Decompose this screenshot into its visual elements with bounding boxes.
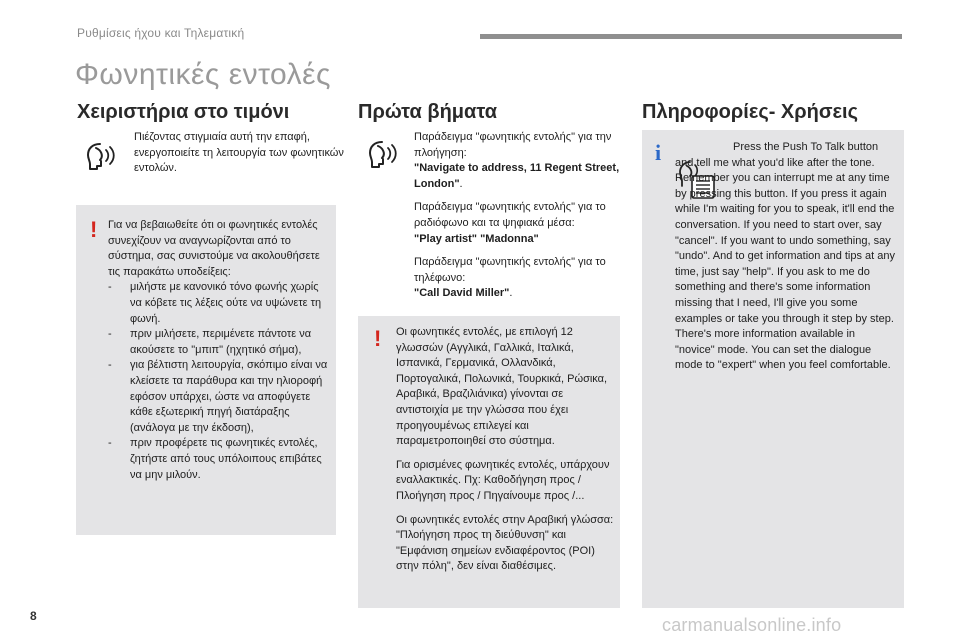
header-rule xyxy=(480,34,902,39)
languages-warning-box xyxy=(358,316,620,608)
info-usage-heading: Πληροφορίες- Χρήσεις xyxy=(642,101,858,123)
warning-bullet: - για βέλτιστη λειτουργία, σκόπιμο είναι να κλείσετε τα παράθυρα και την ηλιοροφή εφόσον υπάρχει, ώστε να αποφύγετε κάθε εξωτερική πηγή διατάραξης (ανάλογα με την έκδοση), xyxy=(108,359,328,434)
voice-command-icon xyxy=(80,138,118,176)
information-i-icon: i xyxy=(655,140,662,165)
languages-paragraph: Οι φωνητικές εντολές, με επιλογή 12 γλωσσών (Αγγλικά, Γαλλικά, Ιταλικά, Ισπανικά, Γερμανικά, Ολλανδικά, Πορτογαλικά, Πολωνικά, Τουρκικά, Ρώσικα, Αραβικά, Βραζιλιάνικα) γίνονται σε αντιστοιχία με την γλώσσα που έχει προηγουμένως επιλεγεί και παραμετροποιηθεί στο σύστημα. xyxy=(396,326,608,448)
alternatives-paragraph: Για ορισμένες φωνητικές εντολές, υπάρχουν εναλλακτικές. Πχ: Καθοδήγηση προς / Πλοήγηση προς / Πηγαίνουμε προς /... xyxy=(396,458,610,502)
example-phone: Παράδειγμα "φωνητικής εντολής" για το τηλέφωνο: "Call David Miller". xyxy=(414,256,606,300)
first-steps-heading: Πρώτα βήματα xyxy=(358,101,497,123)
example-navigation: Παράδειγμα "φωνητικής εντολής" για την πλοήγηση: "Navigate to address, 11 Regent Street, London". xyxy=(414,131,620,190)
page-title: Φωνητικές εντολές xyxy=(75,58,331,91)
voice-command-icon xyxy=(362,136,400,174)
example-command: "Navigate to address, 11 Regent Street, London" xyxy=(414,162,620,190)
example-command: "Play artist" "Madonna" xyxy=(414,232,539,245)
first-steps-examples xyxy=(414,130,622,310)
warning-bullet: - πριν μιλήσετε, περιμένετε πάντοτε να ακούσετε το "μπιπ" (ηχητικό σήμα), xyxy=(108,328,312,356)
info-box xyxy=(642,130,904,608)
page-number: 8 xyxy=(30,609,37,623)
arabic-paragraph: Οι φωνητικές εντολές στην Αραβική γλώσσα: "Πλοήγηση προς τη διεύθυνση" και "Εμφάνιση σημείων ενδιαφέροντος (POI) στην πόλη", δεν είναι διαθέσιμες. xyxy=(396,513,614,573)
steering-intro-text: Πιέζοντας στιγμιαία αυτή την επαφή, ενεργοποιείτε τη λειτουργία των φωνητικών εντολών. xyxy=(134,131,344,175)
section-title: Ρυθμίσεις ήχου και Τηλεματική xyxy=(77,26,245,40)
steering-warning-box xyxy=(76,205,336,535)
warning-bullet: - πριν προφέρετε τις φωνητικές εντολές, ζητήστε από τους υπόλοιπους επιβάτες να μην μιλούν. xyxy=(108,437,322,481)
warning-exclamation-icon: ! xyxy=(90,217,98,242)
warning-intro-text: Για να βεβαιωθείτε ότι οι φωνητικές εντολές συνεχίζουν να αναγνωρίζονται από το σύστημα, σας συνιστούμε να ακολουθήσετε τις παρακάτω υποδείξεις: xyxy=(108,219,320,278)
warning-bullet: - μιλήστε με κανονικό τόνο φωνής χωρίς να κόβετε τις λέξεις ούτε να υψώνετε τη φωνή. xyxy=(108,281,322,325)
example-command: "Call David Miller" xyxy=(414,287,510,300)
example-media: Παράδειγμα "φωνητικής εντολής" για το ραδιόφωνο και τα ψηφιακά μέσα: "Play artist" "Madonna" xyxy=(414,201,606,245)
steering-controls-heading: Χειριστήρια στο τιμόνι xyxy=(77,101,290,123)
warning-exclamation-icon: ! xyxy=(374,326,382,351)
watermark: carmanualsonline.info xyxy=(662,615,842,635)
info-help-text: Press the Push To Talk button and tell me what you'd like after the tone. Remember you can interrupt me at any time by pressing this button. If you press it again while I'm waiting for you to speak, it'll end the conversation. If you need to start over, say "cancel". If you want to undo something, say "undo". And to get information and tips at any time, just say "help". If you ask to me do something and there's some information missing that I need, I'll give you some examples or take you through it step by step. There's more information available in "novice" mode. You can set the dialogue mode to "expert" when you feel comfortable. xyxy=(675,141,896,372)
